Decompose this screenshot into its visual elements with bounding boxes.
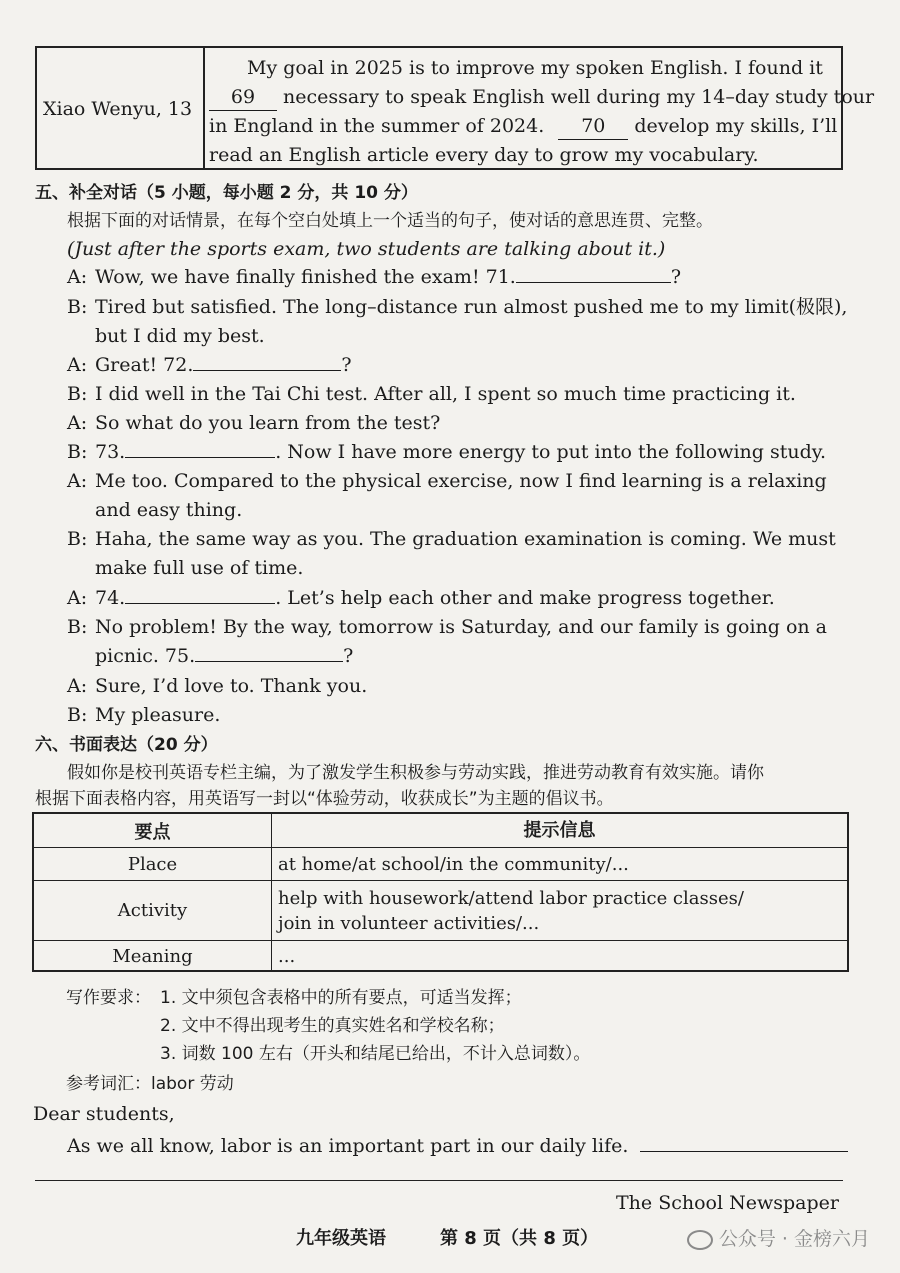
answer-blank[interactable] [193, 352, 341, 371]
dialogue-text: . Let’s help each other and make progress together. [275, 587, 775, 609]
speaker-label: B: [67, 704, 88, 726]
dialogue-line [67, 702, 220, 728]
writing-blank[interactable] [640, 1133, 848, 1152]
table-line-1: My goal in 2025 is to improve my spoken English. I found it [247, 57, 823, 79]
dialogue-text: . Now I have more energy to put into the following study. [275, 441, 827, 463]
speaker-label: A: [67, 587, 88, 609]
reading-table [35, 46, 875, 170]
answer-blank[interactable] [516, 264, 671, 283]
speaker-label: B: [67, 616, 88, 638]
salutation: Dear students, [33, 1103, 175, 1125]
dialogue-text: I did well in the Tai Chi test. After all, I spent so much time practicing it. [95, 383, 796, 405]
person-name: Xiao Wenyu, 13 [43, 98, 193, 120]
requirements-label: 写作要求： [66, 988, 151, 1008]
footer-page: 第 8 页（共 8 页） [440, 1228, 599, 1249]
table-header-row [34, 814, 847, 848]
table-row-meaning [34, 941, 847, 972]
blank-70[interactable]: 70 [558, 113, 628, 140]
requirement-2: 2. 文中不得出现考生的真实姓名和学校名称； [160, 1016, 505, 1036]
row-key: Meaning [34, 941, 272, 972]
writing-table [32, 812, 849, 972]
blank-69[interactable]: 69 [209, 84, 277, 111]
dialogue-context: (Just after the sports exam, two students are talking about it.) [67, 238, 666, 260]
table-row-place [34, 848, 847, 881]
header-key: 要点 [34, 814, 272, 847]
dialogue-text: but I did my best. [95, 325, 265, 347]
dialogue-text: 74. [95, 587, 126, 609]
speaker-label: B: [67, 528, 88, 550]
speaker-label: B: [67, 383, 88, 405]
reference-vocab: 参考词汇：labor 劳动 [66, 1074, 234, 1094]
dialogue-text: My pleasure. [95, 704, 221, 726]
dialogue-line [67, 468, 827, 494]
requirement-3: 3. 词数 100 左右（开头和结尾已给出，不计入总词数）。 [160, 1044, 591, 1064]
dialogue-text: ? [670, 266, 682, 288]
section6-prompt-2: 根据下面表格内容，用英语写一封以“体验劳动，收获成长”为主题的倡议书。 [35, 789, 614, 809]
dialogue-line [67, 381, 796, 407]
answer-blank[interactable] [125, 585, 275, 604]
dialogue-line [67, 643, 353, 669]
dialogue-text: 73. [95, 441, 126, 463]
dialogue-text: No problem! By the way, tomorrow is Saturday, and our family is going on a [95, 616, 828, 638]
dialogue-line [67, 614, 827, 640]
dialogue-line [67, 497, 242, 523]
speaker-label: A: [67, 412, 88, 434]
dialogue-text: and easy thing. [95, 499, 243, 521]
watermark: 公众号 · 金榜六月 [687, 1224, 870, 1251]
section6-heading: 六、书面表达（20 分） [35, 735, 218, 755]
dialogue-text: ? [341, 354, 352, 376]
speaker-label: B: [67, 296, 88, 318]
row-val: at home/at school/in the community/... [278, 853, 629, 875]
requirement-1: 1. 文中须包含表格中的所有要点，可适当发挥； [160, 988, 522, 1008]
dialogue-text: picnic. 75. [95, 645, 196, 667]
table-line-3: in England in the summer of 2024. 70 develop my skills, I’ll [209, 113, 837, 140]
name-cell [37, 48, 205, 168]
speaker-label: A: [67, 354, 88, 376]
speaker-label: A: [67, 675, 88, 697]
dialogue-text: Great! 72. [95, 354, 194, 376]
table-row-activity [34, 881, 847, 941]
answer-blank[interactable] [195, 643, 343, 662]
section5-heading: 五、补全对话（5 小题，每小题 2 分，共 10 分） [35, 183, 418, 203]
dialogue-text: Tired but satisfied. The long–distance run almost pushed me to my limit(极限), [95, 296, 848, 318]
speaker-label: A: [67, 470, 88, 492]
dialogue-line [67, 264, 681, 290]
row-key: Activity [34, 881, 272, 940]
table-line-2: 69 necessary to speak English well during my 14–day study tour [209, 84, 874, 111]
signature: The School Newspaper [616, 1192, 839, 1214]
dialogue-text: Haha, the same way as you. The graduation examination is coming. We must [95, 528, 836, 550]
dialogue-text: make full use of time. [95, 557, 304, 579]
dialogue-text: Sure, I’d love to. Thank you. [95, 675, 368, 697]
writing-line [35, 1180, 843, 1181]
dialogue-line [67, 555, 303, 581]
speaker-label: B: [67, 441, 88, 463]
opening-sentence: As we all know, labor is an important part in our daily life. [67, 1133, 848, 1159]
dialogue-text: Wow, we have finally finished the exam! 71. [95, 266, 516, 288]
dialogue-text: So what do you learn from the test? [95, 412, 441, 434]
dialogue-line [67, 439, 826, 465]
answer-blank[interactable] [125, 439, 275, 458]
table-line-4: read an English article every day to grow my vocabulary. [209, 144, 759, 166]
dialogue-line [67, 410, 440, 436]
dialogue-line [67, 585, 775, 611]
footer-subject: 九年级英语 [296, 1228, 386, 1249]
section5-instruction: 根据下面的对话情景，在每个空白处填上一个适当的句子，使对话的意思连贯、完整。 [67, 211, 713, 231]
row-val: ... [278, 946, 296, 967]
header-val: 提示信息 [523, 820, 596, 841]
wechat-icon [687, 1230, 713, 1250]
dialogue-text: Me too. Compared to the physical exercise, now I find learning is a relaxing [95, 470, 827, 492]
dialogue-line [67, 673, 367, 699]
row-val: help with housework/attend labor practice classes/ join in volunteer activities/... [278, 887, 744, 934]
speaker-label: A: [67, 266, 88, 288]
dialogue-line [67, 323, 265, 349]
row-key: Place [34, 848, 272, 880]
section6-prompt-1: 假如你是校刊英语专栏主编，为了激发学生积极参与劳动实践，推进劳动教育有效实施。请你 [67, 763, 764, 783]
dialogue-text: ? [343, 645, 354, 667]
dialogue-line [67, 352, 352, 378]
dialogue-line [67, 294, 847, 320]
dialogue-line [67, 526, 836, 552]
